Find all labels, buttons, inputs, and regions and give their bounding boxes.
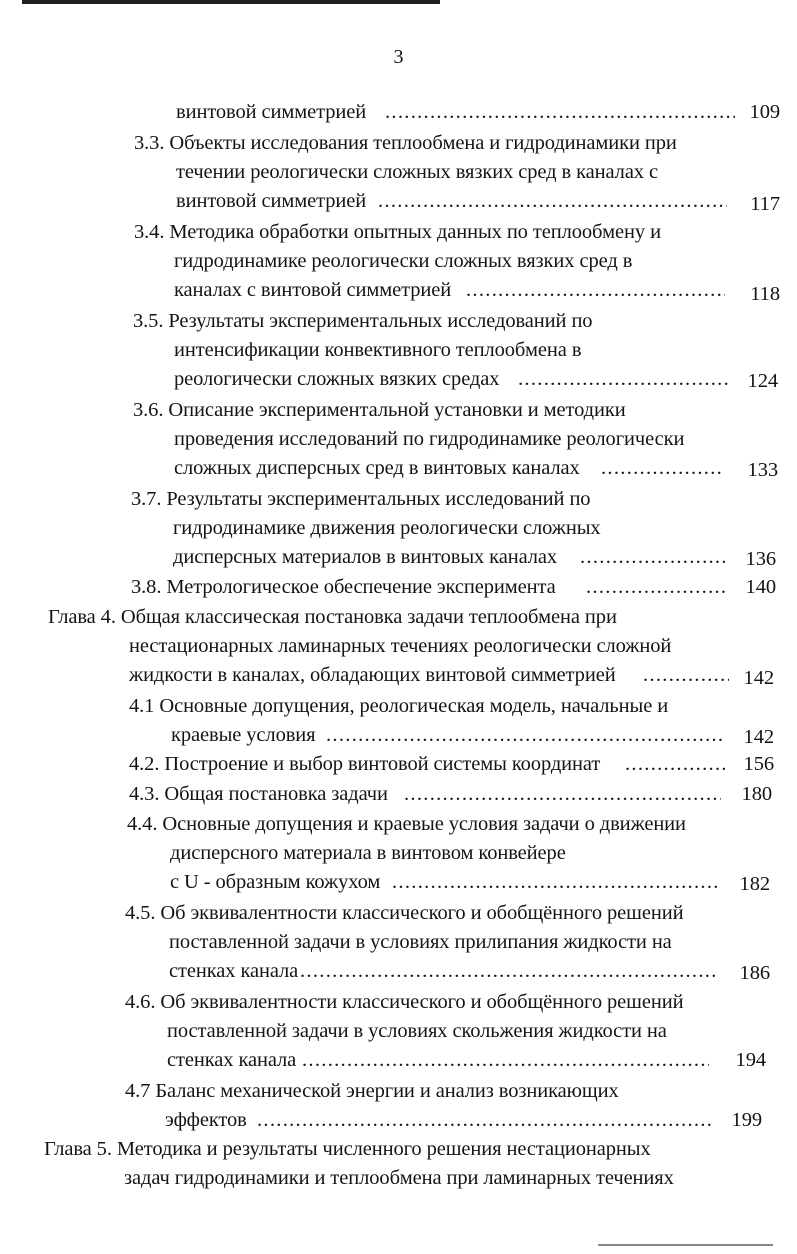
entry-title-line: стенках канала: [167, 1049, 297, 1071]
entry-title-line: Основные допущения, реологическая модель, начальные и: [159, 695, 669, 717]
dot-leader: [518, 365, 731, 394]
dot-leader: [643, 661, 729, 690]
entry-page: 142: [743, 667, 774, 689]
entry-title-line: Методика обработки опытных данных по теплообмену и: [169, 221, 661, 243]
entry-page: 180: [741, 783, 772, 805]
entry-title-line: Объекты исследования теплообмена и гидродинамики при: [169, 132, 677, 154]
dot-leader: [404, 780, 721, 809]
entry-title-line: интенсификации конвективного теплообмена в: [174, 339, 582, 361]
entry-page: 117: [750, 193, 780, 215]
entry-title-line: эффектов: [165, 1109, 247, 1131]
entry-title-line: гидродинамике реологически сложных вязких сред в: [174, 250, 633, 272]
dot-leader: [580, 543, 725, 572]
entry-page: 140: [745, 576, 776, 598]
entry-title-line: течении реологически сложных вязких сред в каналах с: [176, 161, 658, 183]
entry-number: 4.4.: [127, 813, 158, 835]
entry-number: 4.3.: [129, 783, 160, 805]
toc-entry-4-4[interactable]: [0, 810, 797, 897]
entry-page: 199: [731, 1109, 762, 1131]
entry-page: 156: [743, 753, 774, 775]
entry-title-line: винтовой симметрией: [176, 190, 367, 212]
toc-entry-3-6[interactable]: [0, 396, 797, 483]
entry-title-line: жидкости в каналах, обладающих винтовой симметрией: [129, 664, 616, 686]
entry-title-line: Общая классическая постановка задачи теплообмена при: [120, 606, 617, 628]
entry-title-line: задач гидродинамики и теплообмена при ламинарных течениях: [124, 1167, 674, 1189]
dot-leader: [601, 454, 721, 483]
toc-entry-4-3[interactable]: [0, 780, 797, 809]
table-of-contents: [0, 98, 797, 1193]
scan-edge-top: [22, 0, 440, 4]
entry-title-line: поставленной задачи в условиях прилипания жидкости на: [169, 931, 672, 953]
entry-title-line: поставленной задачи в условиях скольжения жидкости на: [167, 1020, 667, 1042]
dot-leader: [302, 1046, 709, 1075]
toc-entry-4-5[interactable]: [0, 899, 797, 986]
dot-leader: [300, 957, 717, 986]
entry-title-line: дисперсного материала в винтовом конвейере: [170, 842, 566, 864]
toc-entry-4-2[interactable]: [0, 750, 797, 779]
entry-title-line: Описание экспериментальной установки и методики: [168, 399, 626, 421]
entry-page: 109: [749, 101, 780, 123]
dot-leader: [378, 187, 727, 216]
toc-entry-3-8[interactable]: [0, 573, 797, 602]
entry-number: 4.6.: [125, 991, 156, 1013]
toc-entry-3-5[interactable]: [0, 307, 797, 394]
entry-title-line: сложных дисперсных сред в винтовых каналах: [174, 457, 580, 479]
entry-number: 4.1: [129, 695, 155, 717]
entry-title-line: с U - образным кожухом: [170, 871, 381, 893]
entry-title-line: Об эквивалентности классического и обобщённого решений: [160, 991, 684, 1013]
entry-page: 118: [750, 283, 780, 305]
entry-number: 4.2.: [129, 753, 160, 775]
toc-entry-3-4[interactable]: [0, 218, 797, 305]
entry-number: Глава 4.: [48, 606, 116, 628]
scan-edge-bottom: [598, 1244, 773, 1246]
toc-entry-chapter-4[interactable]: [0, 603, 797, 690]
entry-page: 133: [747, 459, 778, 481]
entry-title-line: гидродинамике движения реологически сложных: [173, 517, 601, 539]
toc-entry-4-7[interactable]: [0, 1077, 797, 1135]
entry-title-line: Метрологическое обеспечение эксперимента: [166, 576, 556, 598]
entry-number: 3.4.: [134, 221, 165, 243]
entry-number: 4.5.: [125, 902, 156, 924]
toc-entry-chapter-5[interactable]: [0, 1135, 797, 1193]
dot-leader: [385, 98, 735, 127]
entry-number: Глава 5.: [44, 1138, 112, 1160]
entry-title-line: краевые условия: [171, 724, 316, 746]
entry-page: 182: [739, 873, 770, 895]
toc-entry-continuation[interactable]: [0, 98, 797, 127]
dot-leader: [625, 750, 725, 779]
dot-leader: [257, 1106, 711, 1135]
dot-leader: [586, 573, 725, 602]
entry-number: 3.7.: [131, 488, 162, 510]
entry-number: 3.3.: [134, 132, 165, 154]
page-number: 3: [393, 46, 404, 68]
entry-page: 142: [743, 726, 774, 748]
entry-page: 186: [739, 962, 770, 984]
entry-title-line: Баланс механической энергии и анализ возникающих: [155, 1080, 619, 1102]
entry-title-line: реологически сложных вязких средах: [174, 368, 500, 390]
entry-title-line: винтовой симметрией: [176, 101, 367, 123]
entry-title-line: Методика и результаты численного решения нестационарных: [116, 1138, 651, 1160]
entry-page: 124: [747, 370, 778, 392]
entry-title-line: дисперсных материалов в винтовых каналах: [173, 546, 558, 568]
entry-title-line: Основные допущения и краевые условия задачи о движении: [162, 813, 686, 835]
entry-number: 3.5.: [133, 310, 164, 332]
dot-leader: [326, 721, 725, 750]
toc-entry-3-7[interactable]: [0, 485, 797, 572]
toc-entry-4-6[interactable]: [0, 988, 797, 1075]
entry-title-line: Общая постановка задачи: [164, 783, 388, 805]
entry-title-line: Об эквивалентности классического и обобщённого решений: [160, 902, 684, 924]
entry-title-line: Построение и выбор винтовой системы координат: [164, 753, 601, 775]
entry-title-line: проведения исследований по гидродинамике реологически: [174, 428, 685, 450]
entry-title-line: Результаты экспериментальных исследований по: [166, 488, 591, 510]
entry-number: 3.6.: [133, 399, 164, 421]
entry-page: 194: [735, 1049, 766, 1071]
entry-title-line: стенках канала: [169, 960, 299, 982]
entry-title-line: каналах с винтовой симметрией: [174, 279, 452, 301]
toc-entry-3-3[interactable]: [0, 129, 797, 216]
entry-page: 136: [745, 548, 776, 570]
dot-leader: [392, 868, 717, 897]
entry-number: 3.8.: [131, 576, 162, 598]
entry-title-line: нестационарных ламинарных течениях реологически сложной: [129, 635, 672, 657]
entry-number: 4.7: [125, 1080, 151, 1102]
dot-leader: [466, 276, 725, 305]
toc-entry-4-1[interactable]: [0, 692, 797, 750]
entry-title-line: Результаты экспериментальных исследований по: [168, 310, 593, 332]
